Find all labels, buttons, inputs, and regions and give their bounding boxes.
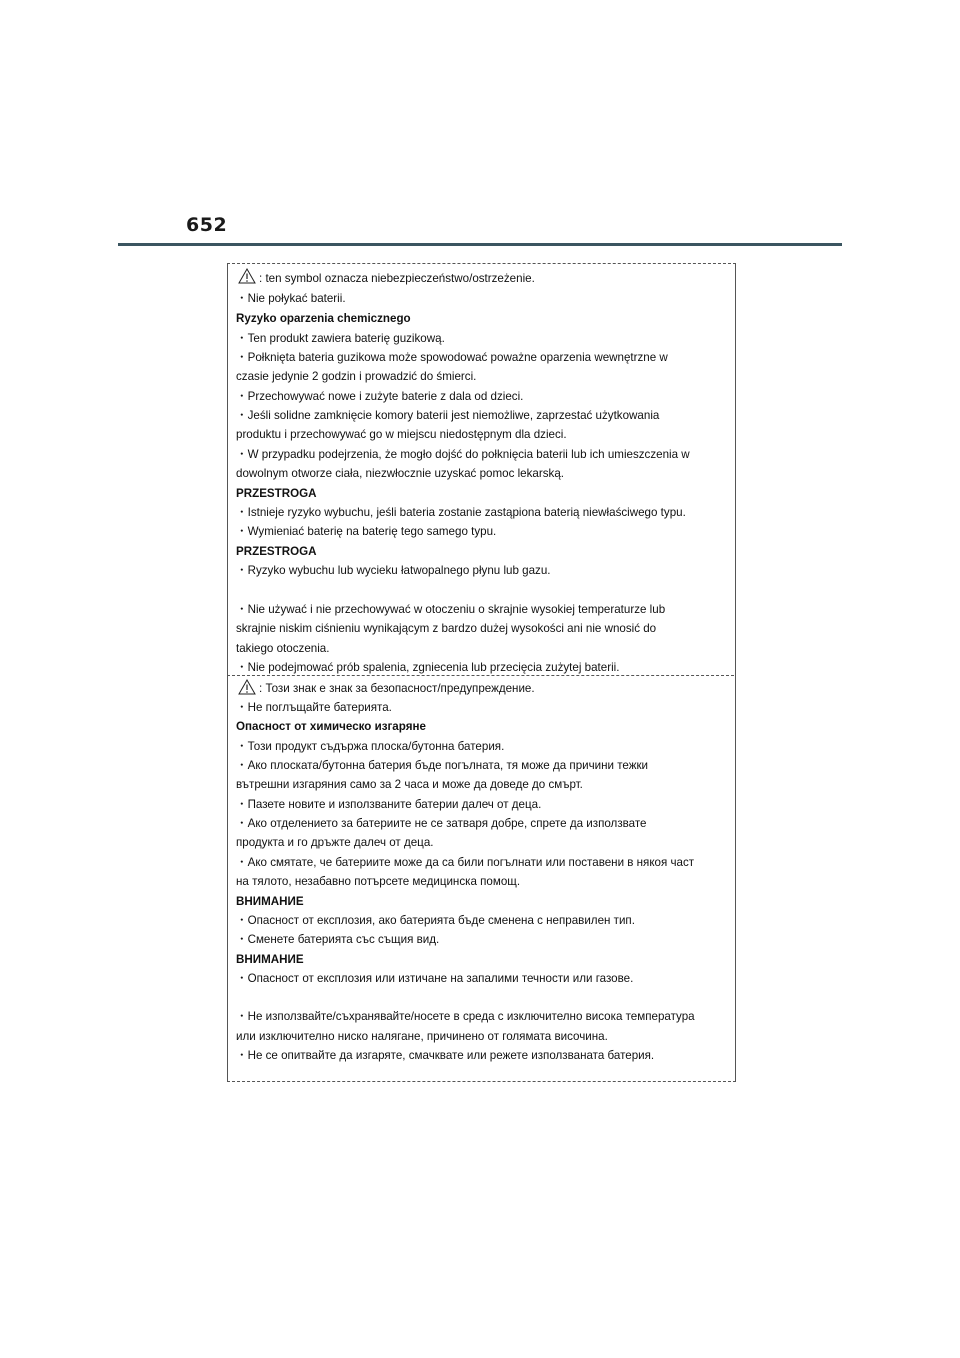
bulgarian-line: продукта и го дръжте далеч от деца.: [236, 836, 434, 849]
bulgarian-line: ・Не поглъщайте батерията.: [236, 701, 392, 714]
bulgarian-line: или изключително ниско налягане, причинено от голямата височина.: [236, 1030, 608, 1043]
polish-line: ・Wymieniać baterię na baterię tego samego typu.: [236, 525, 497, 538]
bulgarian-line: ・Опасност от експлозия или изтичане на запалими течности или газове.: [236, 972, 634, 985]
bulgarian-line: ・Опасност от експлозия, ако батерията бъде сменена с неправилен тип.: [236, 914, 635, 927]
polish-line: ・Istnieje ryzyko wybuchu, jeśli bateria zostanie zastąpiona baterią niewłaściwego typu.: [236, 506, 686, 519]
polish-caution-heading: PRZESTROGA: [236, 487, 317, 500]
language-divider: [227, 675, 734, 676]
bulgarian-caution-heading: ВНИМАНИЕ: [236, 895, 304, 908]
page-number: 652: [186, 214, 228, 236]
polish-line: dowolnym otworze ciała, niezwłocznie uzyskać pomoc lekarską.: [236, 467, 564, 480]
polish-heading: Ryzyko oparzenia chemicznego: [236, 312, 411, 325]
bulgarian-heading: Опасност от химическо изгаряне: [236, 720, 426, 733]
polish-line: ・Połknięta bateria guzikowa może spowodować poważne oparzenia wewnętrzne w: [236, 351, 668, 364]
polish-line: czasie jedynie 2 godzin i prowadzić do śmierci.: [236, 370, 477, 383]
polish-symbol-note: : ten symbol oznacza niebezpieczeństwo/ostrzeżenie.: [259, 272, 535, 285]
polish-line: ・Jeśli solidne zamknięcie komory baterii jest niemożliwe, zaprzestać użytkowania: [236, 409, 660, 422]
polish-line: ・Nie podejmować prób spalenia, zgniecenia lub przecięcia zużytej baterii.: [236, 661, 620, 674]
warning-triangle-icon: [238, 679, 256, 695]
polish-line: ・W przypadku podejrzenia, że mogło dojść do połknięcia baterii lub ich umieszczenia w: [236, 448, 690, 461]
bulgarian-symbol-note: : Този знак е знак за безопасност/предупреждение.: [259, 682, 535, 695]
bulgarian-line: вътрешни изгаряния само за 2 часа и може да доведе до смърт.: [236, 778, 583, 791]
polish-line: skrajnie niskim ciśnieniu wynikającym z bardzo dużej wysokości ani nie wnosić do: [236, 622, 657, 635]
polish-line: ・Ten produkt zawiera baterię guzikową.: [236, 332, 445, 345]
header-rule: [118, 243, 842, 246]
warning-triangle-icon: [238, 268, 256, 284]
polish-line: ・Przechowywać nowe i zużyte baterie z dala od dzieci.: [236, 390, 524, 403]
bulgarian-line: ・Сменете батерията със същия вид.: [236, 933, 440, 946]
bulgarian-line: ・Ако отделението за батериите не се затваря добре, спрете да използвате: [236, 817, 647, 830]
bulgarian-line: ・Ако плоската/бутонна батерия бъде погълната, тя може да причини тежки: [236, 759, 649, 772]
polish-line: ・Ryzyko wybuchu lub wycieku łatwopalnego płynu lub gazu.: [236, 564, 551, 577]
bulgarian-line: ・Ако смятате, че батериите може да са били погълнати или поставени в някоя част: [236, 856, 695, 869]
polish-line: produktu i przechowywać go w miejscu niedostępnym dla dzieci.: [236, 428, 567, 441]
polish-line: takiego otoczenia.: [236, 642, 330, 655]
bulgarian-line: ・Този продукт съдържа плоска/бутонна батерия.: [236, 740, 505, 753]
bulgarian-line: на тялото, незабавно потърсете медицинска помощ.: [236, 875, 521, 888]
polish-caution-heading: PRZESTROGA: [236, 545, 317, 558]
bulgarian-caution-heading: ВНИМАНИЕ: [236, 953, 304, 966]
polish-line: ・Nie połykać baterii.: [236, 292, 346, 305]
bulgarian-line: ・Не се опитвайте да изгаряте, смачквате или режете използваната батерия.: [236, 1049, 655, 1062]
polish-line: ・Nie używać i nie przechowywać w otoczeniu o skrajnie wysokiej temperaturze lub: [236, 603, 666, 616]
bulgarian-line: ・Не използвайте/съхранявайте/носете в среда с изключително висока температура: [236, 1010, 695, 1023]
bulgarian-line: ・Пазете новите и използваните батерии далеч от деца.: [236, 798, 542, 811]
